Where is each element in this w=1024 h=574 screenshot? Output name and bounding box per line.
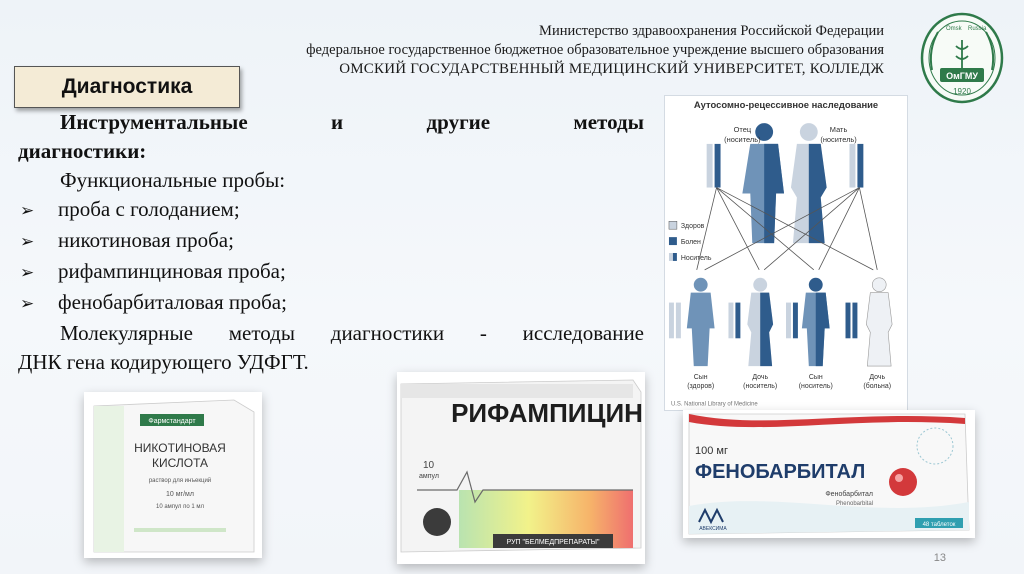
child-status: (носитель) (798, 382, 833, 390)
drug-name: РИФАМПИЦИН (451, 398, 643, 428)
arrow-bullet-icon: ➢ (20, 263, 35, 283)
manufacturer: АВЕКСИМА (699, 526, 727, 532)
molecular-methods: Молекулярные методы диагностики - исследование (60, 321, 644, 345)
university-emblem (918, 10, 1006, 108)
drug-name-cont: КИСЛОТА (151, 456, 209, 470)
emblem-top-left: Omsk (946, 26, 962, 32)
list-item: ➢ рифампинциновая проба; (18, 257, 644, 288)
header-ministry: Министерство здравоохранения Российской Федерации (539, 23, 884, 39)
ampoule-count: 10 (423, 460, 435, 471)
drug-dose: 10 мг/мл (166, 491, 194, 498)
arrow-bullet-icon: ➢ (20, 294, 35, 314)
child-status: (больна) (863, 382, 892, 390)
arrow-bullet-icon: ➢ (20, 201, 35, 221)
brand-label: Фармстандарт (148, 418, 196, 425)
child-label: Сын (693, 373, 708, 381)
list-item: ➢ проба с голоданием; (18, 195, 644, 226)
child-status: (здоров) (687, 382, 715, 390)
mother-status: (носитель) (820, 134, 857, 144)
child-label: Сын (808, 373, 823, 381)
inheritance-diagram (664, 95, 908, 411)
slide-content (18, 108, 644, 377)
diagram-credit: U.S. National Library of Medicine (670, 401, 758, 408)
phenobarbital-package (683, 410, 975, 538)
diagram-title: Аутосомно-рецессивное наследование (693, 99, 879, 111)
child-label: Дочь (869, 373, 886, 381)
manufacturer: РУП "БЕЛМЕДПРЕПАРАТЫ" (506, 539, 600, 546)
molecular-methods-cont: ДНК гена кодирующего УДФГТ. (18, 350, 309, 374)
rifampicin-package (397, 372, 645, 564)
drug-dose: 100 мг (695, 445, 728, 457)
child-daughter-carrier (728, 278, 773, 366)
lead-heading: Инструментальные и другие методы (60, 110, 644, 134)
drug-latin: Phenobarbital (835, 501, 873, 507)
child-daughter-sick (846, 278, 893, 366)
legend-sick: Болен (680, 239, 701, 247)
list-item: ➢ фенобарбиталовая проба; (18, 288, 644, 319)
lead-heading-cont: диагностики: (18, 139, 147, 163)
nicotinic-acid-package (84, 392, 262, 558)
arrow-bullet-icon: ➢ (20, 232, 35, 252)
legend-healthy: Здоров (680, 223, 705, 231)
section-title: Диагностика (14, 66, 240, 108)
drug-form: раствор для инъекций (148, 478, 212, 484)
child-label: Дочь (752, 373, 769, 381)
header-university: ОМСКИЙ ГОСУДАРСТВЕННЫЙ МЕДИЦИНСКИЙ УНИВЕРСИТЕТ, КОЛЛЕДЖ (339, 61, 884, 77)
institution-header (184, 22, 884, 79)
functional-tests-heading: Функциональные пробы: (60, 168, 286, 192)
drug-count: 10 ампул по 1 мл (156, 504, 204, 510)
page-number: 13 (933, 552, 946, 564)
child-status: (носитель) (743, 382, 778, 390)
emblem-name: ОмГМУ (946, 71, 978, 81)
emblem-top-right: Russia (968, 26, 987, 32)
inheritance-lines (697, 188, 878, 270)
diagram-legend (669, 221, 712, 262)
drug-subname: Фенобарбитал (825, 491, 873, 498)
tablet-count: 48 таблеток (922, 522, 956, 528)
emblem-year: 1920 (953, 87, 971, 96)
ampoule-unit: ампул (419, 473, 439, 480)
legend-carrier: Носитель (680, 254, 712, 262)
child-son-carrier (786, 278, 830, 366)
children-labels (687, 374, 891, 390)
father-status: (носитель) (724, 134, 761, 144)
child-son-healthy (669, 278, 715, 366)
father-label: Отец (733, 125, 752, 134)
tests-list (18, 195, 644, 319)
mother-label: Мать (829, 125, 848, 134)
list-item: ➢ никотиновая проба; (18, 226, 644, 257)
drug-name: ФЕНОБАРБИТАЛ (695, 461, 866, 483)
drug-name: НИКОТИНОВАЯ (134, 441, 226, 455)
header-institution-type: федеральное государственное бюджетное образовательное учреждение высшего образования (306, 42, 884, 58)
